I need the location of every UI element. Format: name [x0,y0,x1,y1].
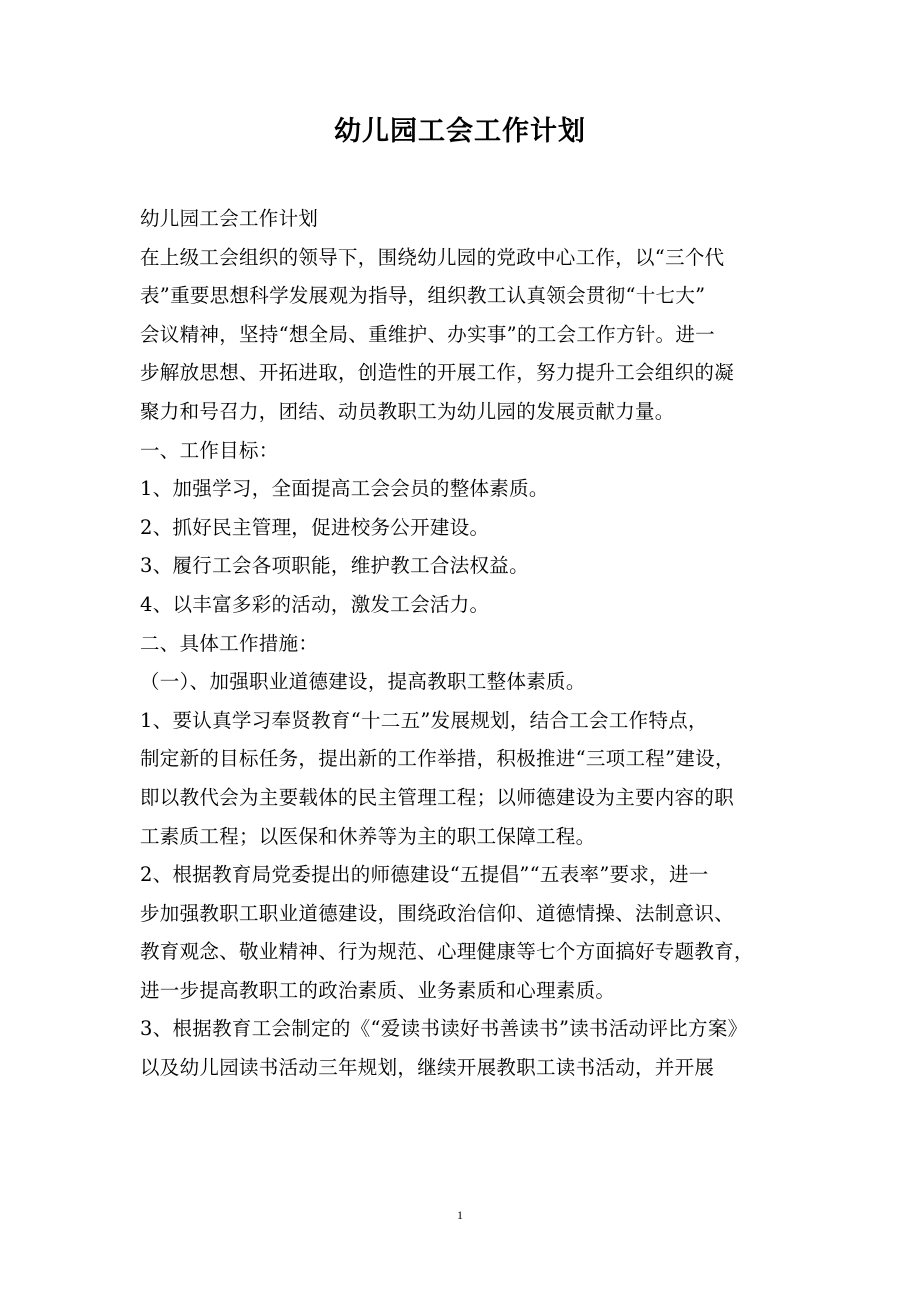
measure-paragraph-line: 进一步提高教职工的政治素质、业务素质和心理素质。 [140,978,616,1002]
measure-paragraph-line: 以及幼儿园读书活动三年规划，继续开展教职工读书活动，并开展 [140,1056,715,1080]
measure-paragraph-line: 2、根据教育局党委提出的师德建设“五提倡”“五表率”要求，进一 [140,863,709,887]
measure-paragraph-line: 教育观念、敬业精神、行为规范、心理健康等七个方面搞好专题教育， [140,940,754,964]
measure-paragraph-line: 工素质工程；以医保和休养等为主的职工保障工程。 [140,824,596,848]
measure-paragraph-line: 步加强教职工职业道德建设，围绕政治信仰、道德情操、法制意识、 [140,901,735,925]
subtitle-line: 幼儿园工会工作计划 [140,207,319,230]
intro-paragraph-line: 聚力和号召力，团结、动员教职工为幼儿园的发展贡献力量。 [140,399,675,423]
measure-paragraph-line: 即以教代会为主要载体的民主管理工程；以师德建设为主要内容的职 [140,785,735,809]
subsection-heading: （一）、加强职业道德建设，提高教职工整体素质。 [140,670,586,694]
goal-item: 1、加强学习，全面提高工会会员的整体素质。 [140,477,549,501]
measure-paragraph-line: 制定新的目标任务，提出新的工作举措，积极推进“三项工程”建设， [140,747,735,771]
intro-paragraph-line: 表”重要思想科学发展观为指导，组织教工认真领会贯彻“十七大” [140,284,706,308]
intro-paragraph-line: 步解放思想、开拓进取，创造性的开展工作，努力提升工会组织的凝 [140,361,735,385]
measure-paragraph-line: 3、根据教育工会制定的《“爱读书读好书善读书”读书活动评比方案》 [140,1017,748,1041]
intro-paragraph-line: 会议精神，坚持“想全局、重维护、办实事”的工会工作方针。进一 [140,322,715,346]
goal-item: 3、履行工会各项职能，维护教工合法权益。 [140,554,529,578]
goal-item: 2、抓好民主管理，促进校务公开建设。 [140,515,490,539]
intro-paragraph-line: 在上级工会组织的领导下，围绕幼儿园的党政中心工作，以“三个代 [140,245,725,269]
section-heading-goals: 一、工作目标： [140,438,279,462]
document-title: 幼儿园工会工作计划 [334,116,586,147]
page-number: 1 [457,1208,463,1222]
document-body [140,200,800,1088]
section-heading-measures: 二、具体工作措施： [140,631,319,655]
measure-paragraph-line: 1、要认真学习奉贤教育“十二五”发展规划，结合工会工作特点， [140,708,708,732]
goal-item: 4、以丰富多彩的活动，激发工会活力。 [140,592,490,616]
